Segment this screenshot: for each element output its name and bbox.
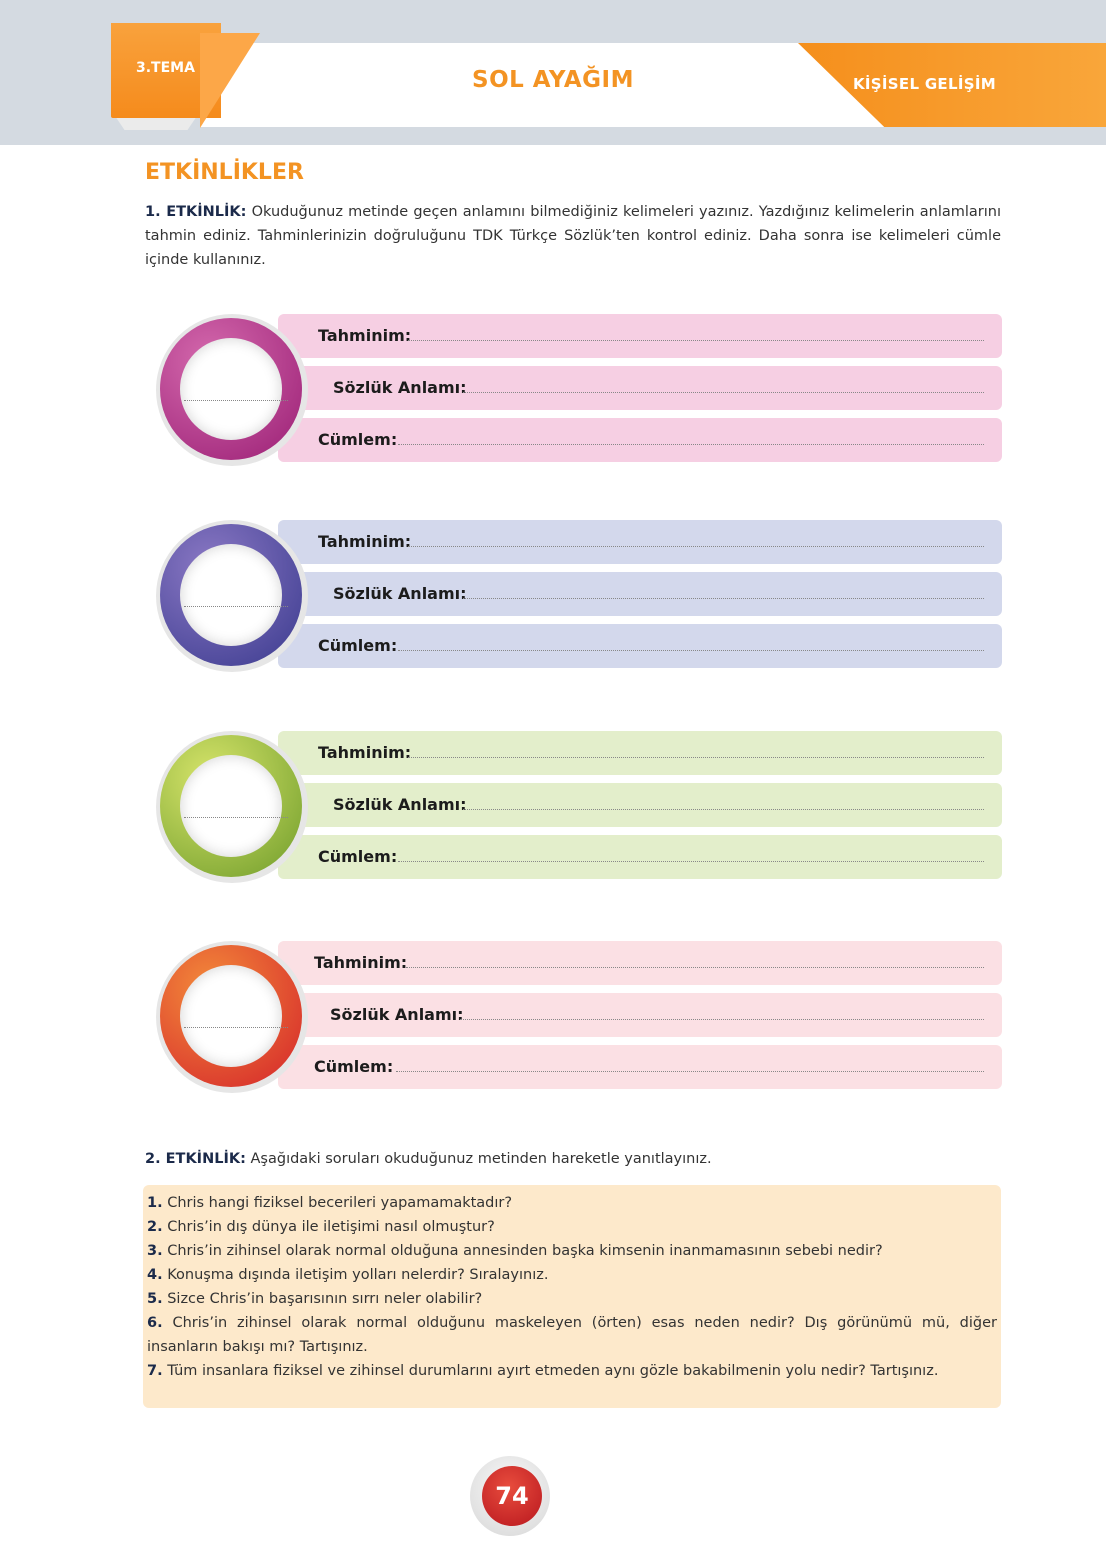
- dictionary-row[interactable]: [278, 572, 1002, 616]
- word-card: [160, 731, 1005, 891]
- question-text: Chris’in dış dünya ile iletişimi nasıl olmuştur?: [162, 1219, 495, 1235]
- word-card: [160, 520, 1005, 680]
- word-circle: [180, 755, 282, 857]
- word-blank[interactable]: [184, 606, 288, 607]
- question-number: 4.: [147, 1267, 163, 1283]
- question-item: [147, 1263, 997, 1287]
- word-card: [160, 941, 1005, 1101]
- sentence-row[interactable]: [278, 418, 1002, 462]
- page-title: SOL AYAĞIM: [472, 67, 634, 93]
- word-circle: [180, 338, 282, 440]
- question-text: Chris’in zihinsel olarak normal olduğuna annesinden başka kimsenin inanmamasının sebebi nedir?: [162, 1243, 883, 1259]
- word-blank[interactable]: [184, 1027, 288, 1028]
- question-text: Sizce Chris’in başarısının sırrı neler olabilir?: [162, 1291, 483, 1307]
- activity1-text: Okuduğunuz metinde geçen anlamını bilmediğiniz kelimeleri yazınız. Yazdığınız kelimelerin anlamlarını tahmin ediniz. Tahminlerinizin doğruluğunu TDK Türkçe Sözlük’ten kontrol ediniz. Daha sonra ise kelimeleri cümle içinde kullanınız.: [145, 204, 1001, 268]
- sentence-label: Cümlem:: [318, 847, 398, 866]
- question-item: [147, 1239, 997, 1263]
- question-item: [147, 1191, 997, 1215]
- question-number: 5.: [147, 1291, 163, 1307]
- sentence-label: Cümlem:: [314, 1057, 394, 1076]
- guess-blank[interactable]: [408, 546, 984, 547]
- page-number: 74: [482, 1466, 542, 1526]
- guess-blank[interactable]: [408, 340, 984, 341]
- word-ring: [160, 735, 302, 877]
- word-ring: [160, 524, 302, 666]
- word-blank[interactable]: [184, 817, 288, 818]
- category-label: KİŞİSEL GELİŞİM: [853, 75, 996, 93]
- guess-label: Tahminim:: [318, 743, 412, 762]
- question-number: 3.: [147, 1243, 163, 1259]
- dictionary-blank[interactable]: [463, 598, 984, 599]
- dictionary-label: Sözlük Anlamı:: [333, 584, 467, 603]
- dictionary-row[interactable]: [278, 366, 1002, 410]
- question-number: 2.: [147, 1219, 163, 1235]
- question-item: [147, 1311, 997, 1359]
- question-text: Chris’in zihinsel olarak normal olduğunu maskeleyen (örten) esas neden nedir? Dış görünümü mü, diğer insanların bakışı mı? Tartışınız.: [147, 1315, 997, 1355]
- word-circle: [180, 544, 282, 646]
- question-number: 7.: [147, 1363, 163, 1379]
- question-number: 1.: [147, 1195, 163, 1211]
- guess-blank[interactable]: [406, 967, 984, 968]
- dictionary-blank[interactable]: [463, 392, 984, 393]
- word-ring: [160, 318, 302, 460]
- word-circle: [180, 965, 282, 1067]
- sentence-row[interactable]: [278, 1045, 1002, 1089]
- dictionary-label: Sözlük Anlamı:: [333, 795, 467, 814]
- guess-label: Tahminim:: [318, 532, 412, 551]
- sentence-blank[interactable]: [396, 1071, 984, 1072]
- sentence-blank[interactable]: [398, 861, 984, 862]
- guess-row[interactable]: [278, 731, 1002, 775]
- word-blank[interactable]: [184, 400, 288, 401]
- guess-blank[interactable]: [408, 757, 984, 758]
- dictionary-label: Sözlük Anlamı:: [333, 378, 467, 397]
- dictionary-blank[interactable]: [460, 1019, 984, 1020]
- guess-row[interactable]: [278, 314, 1002, 358]
- activity1-instructions: [145, 200, 1001, 272]
- dictionary-row[interactable]: [278, 783, 1002, 827]
- sentence-blank[interactable]: [398, 650, 984, 651]
- section-heading: ETKİNLİKLER: [145, 160, 304, 185]
- sentence-row[interactable]: [278, 835, 1002, 879]
- word-ring: [160, 945, 302, 1087]
- sentence-label: Cümlem:: [318, 430, 398, 449]
- sentence-row[interactable]: [278, 624, 1002, 668]
- question-text: Tüm insanlara fiziksel ve zihinsel durumlarını ayırt etmeden aynı gözle bakabilmenin yolu nedir? Tartışınız.: [162, 1363, 939, 1379]
- question-item: [147, 1359, 997, 1383]
- word-card: [160, 314, 1005, 474]
- theme-label: 3.TEMA: [136, 60, 195, 76]
- sentence-label: Cümlem:: [318, 636, 398, 655]
- dictionary-row[interactable]: [278, 993, 1002, 1037]
- question-number: 6.: [147, 1315, 163, 1331]
- activity2-label: 2. ETKİNLİK:: [145, 1151, 246, 1167]
- dictionary-blank[interactable]: [463, 809, 984, 810]
- question-item: [147, 1215, 997, 1239]
- activity2-instructions: [145, 1151, 712, 1167]
- question-item: [147, 1287, 997, 1311]
- questions-box: [143, 1185, 1001, 1408]
- activity1-label: 1. ETKİNLİK:: [145, 204, 247, 220]
- question-text: Chris hangi fiziksel becerileri yapamamaktadır?: [162, 1195, 513, 1211]
- guess-label: Tahminim:: [314, 953, 408, 972]
- sentence-blank[interactable]: [398, 444, 984, 445]
- guess-row[interactable]: [278, 941, 1002, 985]
- activity2-text: Aşağıdaki soruları okuduğunuz metinden hareketle yanıtlayınız.: [245, 1151, 712, 1167]
- guess-label: Tahminim:: [318, 326, 412, 345]
- dictionary-label: Sözlük Anlamı:: [330, 1005, 464, 1024]
- question-text: Konuşma dışında iletişim yolları nelerdir? Sıralayınız.: [162, 1267, 549, 1283]
- guess-row[interactable]: [278, 520, 1002, 564]
